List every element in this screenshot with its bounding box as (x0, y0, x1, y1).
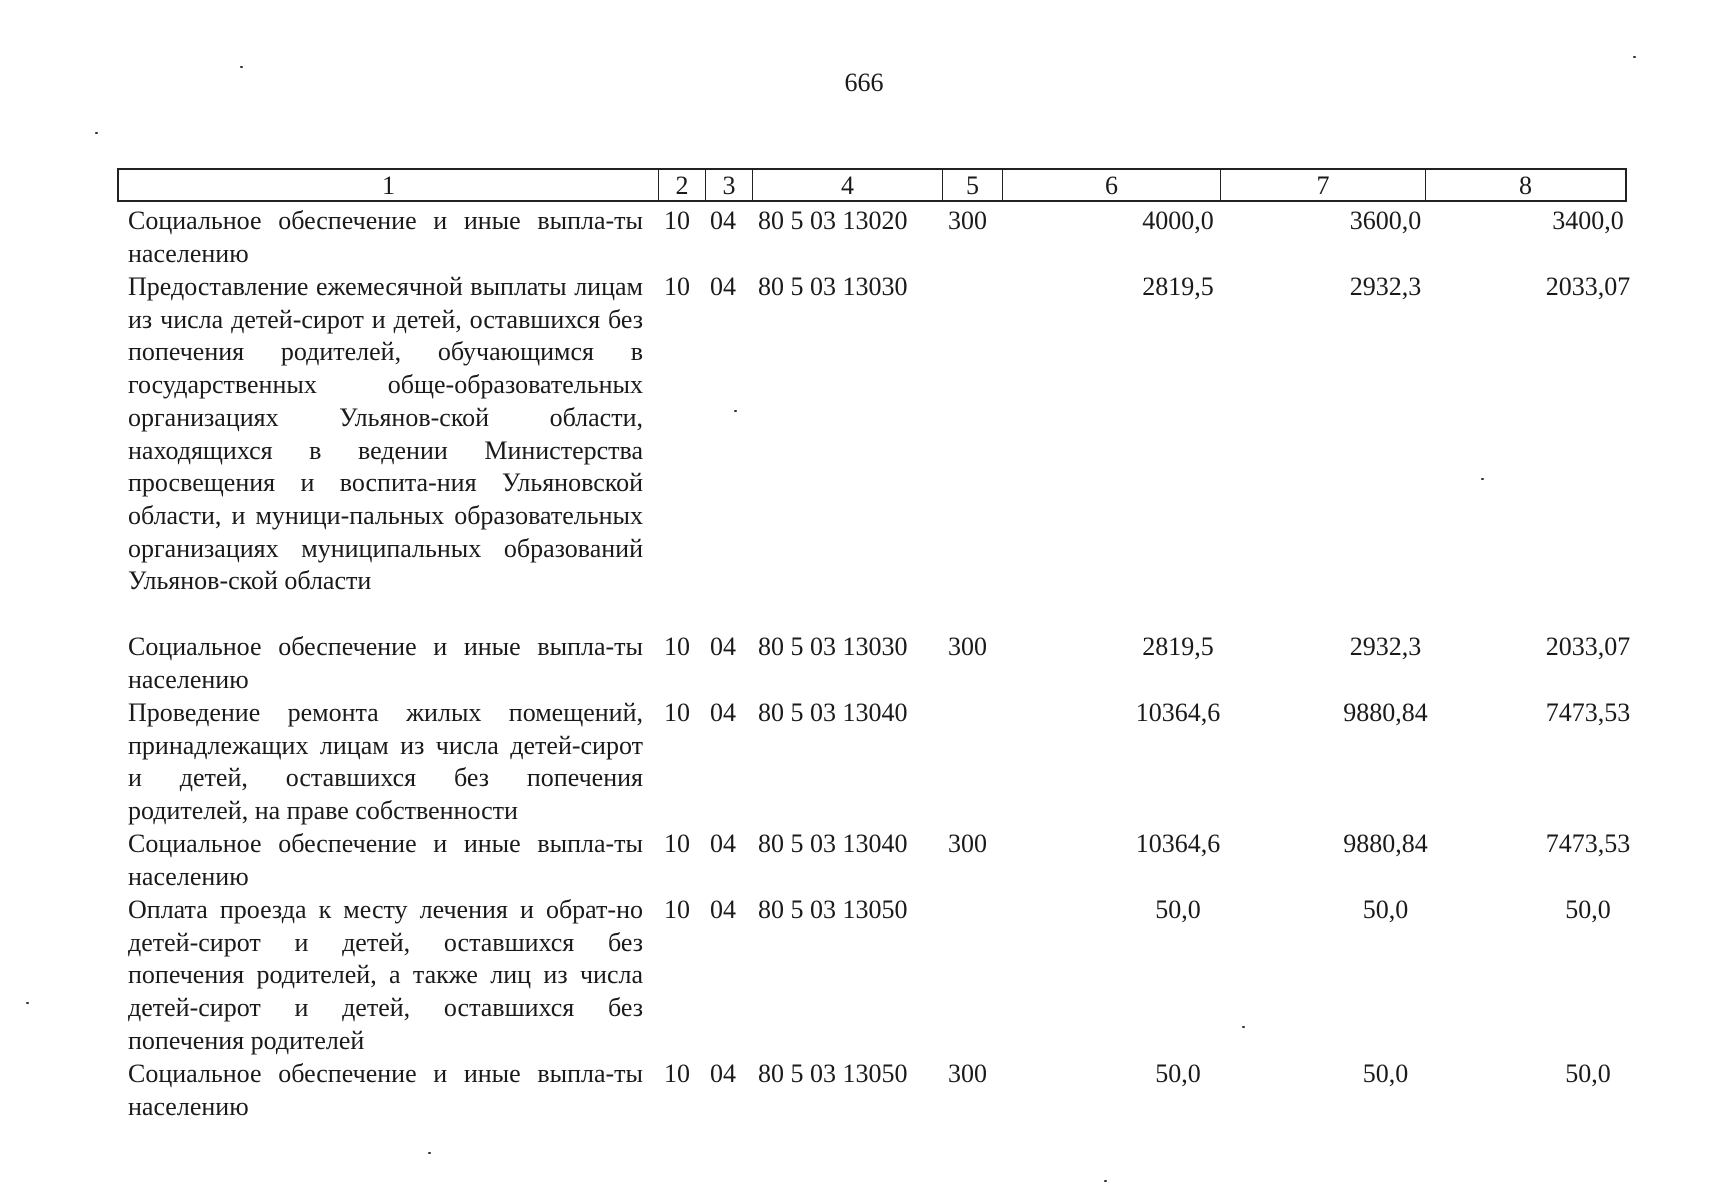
scan-speck (26, 1002, 29, 1004)
row-expense-type: 300 (948, 206, 987, 235)
row-section: 10 (664, 632, 690, 661)
scan-speck (1481, 478, 1484, 480)
scan-speck (1633, 56, 1636, 58)
row-description: Социальное обеспечение и иные выпла-ты населению (128, 632, 643, 694)
row-amount-2: 50,0 (1362, 1059, 1409, 1088)
header-col-4: 4 (753, 170, 943, 200)
scan-speck (428, 1152, 431, 1154)
row-subsection: 04 (710, 206, 736, 235)
row-target-code: 80 5 03 13020 (758, 206, 908, 235)
row-amount-1: 50,0 (1155, 895, 1201, 924)
row-amount-2: 2932,3 (1349, 272, 1422, 301)
row-amount-3: 7473,53 (1545, 698, 1631, 727)
row-amount-2: 3600,0 (1349, 206, 1422, 235)
scan-speck (1104, 1180, 1107, 1182)
row-subsection: 04 (710, 1059, 736, 1088)
row-amount-1: 4000,0 (1142, 206, 1214, 235)
header-col-1: 1 (119, 170, 659, 200)
row-amount-2: 2932,3 (1349, 632, 1422, 661)
scan-speck (95, 132, 98, 134)
row-expense-type: 300 (948, 1059, 987, 1088)
row-amount-1: 50,0 (1155, 1059, 1201, 1088)
row-section: 10 (664, 829, 690, 858)
scan-speck (1242, 1026, 1245, 1028)
row-amount-1: 10364,6 (1135, 829, 1221, 858)
header-col-8: 8 (1519, 171, 1532, 200)
row-section: 10 (664, 206, 690, 235)
row-amount-3: 2033,07 (1545, 272, 1631, 301)
row-subsection: 04 (710, 895, 736, 924)
row-subsection: 04 (710, 632, 736, 661)
header-col-6: 6 (1003, 170, 1221, 200)
row-amount-3: 3400,0 (1552, 206, 1624, 235)
row-amount-3: 50,0 (1565, 895, 1611, 924)
row-target-code: 80 5 03 13050 (758, 895, 908, 924)
row-subsection: 04 (710, 829, 736, 858)
row-description: Оплата проезда к месту лечения и обрат-но детей-сирот и детей, оставшихся без попечения родителей, а также лиц из числа детей-сирот и детей, оставшихся без попечения родителей (128, 895, 643, 1055)
header-col-3: 3 (706, 170, 753, 200)
row-subsection: 04 (710, 698, 736, 727)
row-description: Проведение ремонта жилых помещений, принадлежащих лицам из числа детей-сирот и детей, оставшихся без попечения родителей, на праве собственности (128, 698, 643, 826)
row-section: 10 (664, 698, 690, 727)
row-amount-2: 9880,84 (1343, 698, 1428, 727)
row-expense-type: 300 (948, 632, 987, 661)
row-amount-1: 10364,6 (1135, 698, 1221, 727)
row-description: Предоставление ежемесячной выплаты лицам из числа детей-сирот и детей, оставшихся без попечения родителей, обучающимся в государственных обще-образовательных организациях Ульянов-ской области, находящихся в ведении Министерства просвещения и воспита-ния Ульяновской области, и муници-пальных образовательных организациях муниципальных образований Ульянов-ской области (128, 272, 643, 596)
header-col-2: 2 (659, 170, 706, 200)
row-description: Социальное обеспечение и иные выпла-ты населению (128, 206, 643, 268)
row-target-code: 80 5 03 13050 (758, 1059, 908, 1088)
row-target-code: 80 5 03 13040 (758, 698, 908, 727)
row-amount-1: 2819,5 (1142, 632, 1214, 661)
scan-speck (734, 410, 737, 412)
row-amount-3: 2033,07 (1545, 632, 1631, 661)
row-amount-3: 50,0 (1565, 1059, 1611, 1088)
row-amount-3: 7473,53 (1545, 829, 1631, 858)
row-amount-2: 50,0 (1362, 895, 1409, 924)
row-target-code: 80 5 03 13030 (758, 272, 908, 301)
row-target-code: 80 5 03 13030 (758, 632, 908, 661)
header-col-7: 7 (1221, 170, 1426, 200)
table-header (117, 168, 1627, 202)
row-section: 10 (664, 272, 690, 301)
header-col-5: 5 (943, 170, 1003, 200)
row-amount-2: 9880,84 (1343, 829, 1428, 858)
row-target-code: 80 5 03 13040 (758, 829, 908, 858)
row-amount-1: 2819,5 (1142, 272, 1214, 301)
row-expense-type: 300 (948, 829, 987, 858)
scan-speck (240, 66, 243, 68)
row-subsection: 04 (710, 272, 736, 301)
page-number: 666 (844, 68, 884, 97)
row-section: 10 (664, 1059, 690, 1088)
row-description: Социальное обеспечение и иные выпла-ты населению (128, 1059, 643, 1121)
row-description: Социальное обеспечение и иные выпла-ты населению (128, 829, 643, 891)
row-section: 10 (664, 895, 690, 924)
